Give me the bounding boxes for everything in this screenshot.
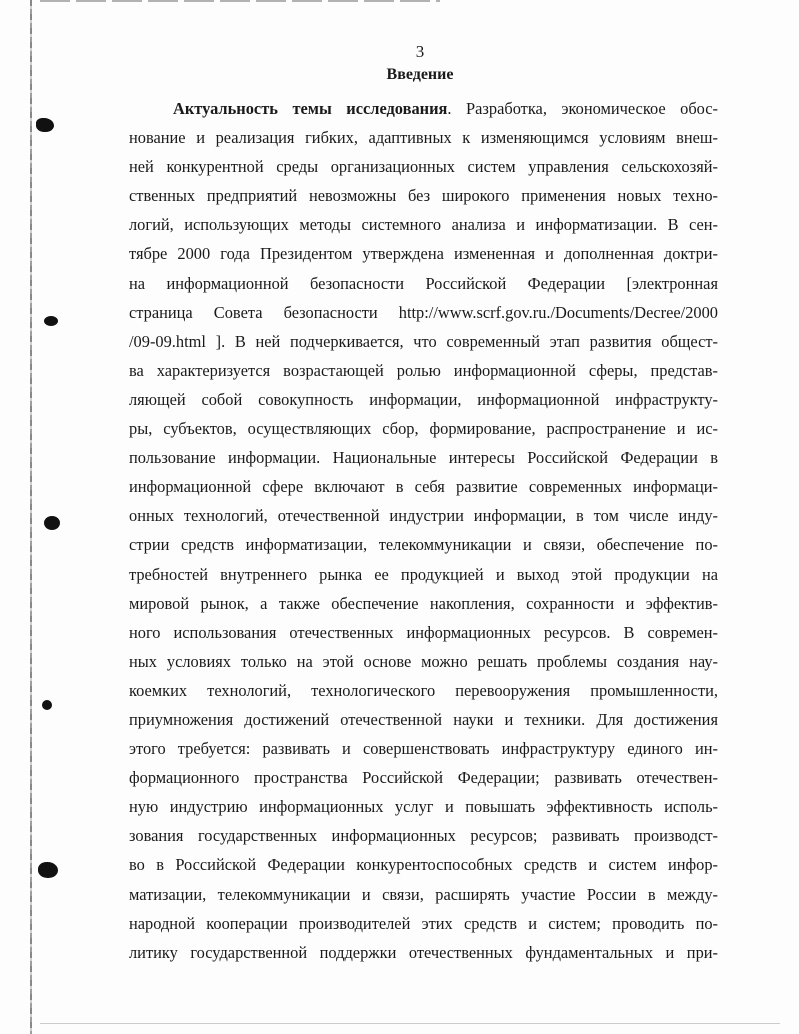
text-line: ва характеризуется возрастающей ролью информационной сферы, представ-: [129, 360, 718, 380]
text-line: нование и реализация гибких, адаптивных к изменяющимся условиям внеш-: [129, 128, 718, 148]
text-line: ного использования отечественных информационных ресурсов. В современ-: [129, 622, 718, 642]
text-line: логий, использующих методы системного анализа и информатизации. В сен-: [129, 215, 718, 235]
text-line: приумножения достижений отечественной науки и техники. Для достижения: [129, 709, 718, 729]
page-number: 3: [415, 42, 425, 61]
section-title: Введение: [386, 66, 454, 83]
text-line: ней конкурентной среды организационных систем управления сельскохозяй-: [129, 157, 718, 177]
text-line: ляющей собой совокупность информации, информационной инфраструкту-: [129, 389, 718, 409]
text-line: матизации, телекоммуникации и связи, расширять участие России в между-: [129, 884, 718, 904]
scan-edge-top: [40, 0, 440, 2]
punch-hole-mark: [38, 862, 58, 878]
text-line: на информационной безопасности Российской Федерации [электронная: [129, 273, 718, 293]
punch-hole-mark: [42, 700, 52, 710]
punch-hole-mark: [44, 316, 58, 326]
punch-hole-mark: [44, 516, 60, 530]
text-line: коемких технологий, технологического перевооружения промышленности,: [129, 680, 718, 700]
scan-edge-left: [30, 0, 32, 1034]
text-line: ную индустрию информационных услуг и повышать эффективность исполь-: [129, 797, 718, 817]
text-line: /09-09.html ]. В ней подчеркивается, что современный этап развития общест-: [129, 331, 718, 351]
text-line: [129, 94, 718, 123]
text-line: зования государственных информационных ресурсов; развивать производст-: [129, 826, 718, 846]
text-line: литику государственной поддержки отечественных фундаментальных и при-: [129, 942, 718, 962]
text-line-rest: . Разработка, экономическое обос-: [447, 99, 718, 118]
text-line: пользование информации. Национальные интересы Российской Федерации в: [129, 448, 718, 468]
body-text: [129, 94, 718, 967]
text-line: онных технологий, отечественной индустрии информации, в том числе инду-: [129, 506, 718, 526]
text-line: ных условиях только на этой основе можно решать проблемы создания нау-: [129, 651, 718, 671]
scan-edge-bottom: [40, 1023, 780, 1024]
text-line: во в Российской Федерации конкурентоспособных средств и систем инфор-: [129, 855, 718, 875]
text-line: тябре 2000 года Президентом утверждена измененная и дополненная доктри-: [129, 244, 718, 264]
text-line: стрии средств информатизации, телекоммуникации и связи, обеспечение по-: [129, 535, 718, 555]
text-line: ры, субъектов, осуществляющих сбор, формирование, распространение и ис-: [129, 419, 718, 439]
text-line: страница Совета безопасности http://www.scrf.gov.ru./Documents/Decree/2000: [129, 302, 718, 322]
punch-hole-mark: [36, 118, 54, 132]
text-line: требностей внутреннего рынка ее продукцией и выход этой продукции на: [129, 564, 718, 584]
text-line: народной кооперации производителей этих средств и систем; проводить по-: [129, 913, 718, 933]
text-line: информационной сфере включают в себя развитие современных информаци-: [129, 477, 718, 497]
text-line: этого требуется: развивать и совершенствовать инфраструктуру единого ин-: [129, 739, 718, 759]
text-line: ственных предприятий невозможны без широкого применения новых техно-: [129, 186, 718, 206]
lead-heading: Актуальность темы исследования: [173, 99, 448, 118]
text-line: формационного пространства Российской Федерации; развивать отечествен-: [129, 768, 718, 788]
text-line: мировой рынок, а также обеспечение накопления, сохранности и эффектив-: [129, 593, 718, 613]
